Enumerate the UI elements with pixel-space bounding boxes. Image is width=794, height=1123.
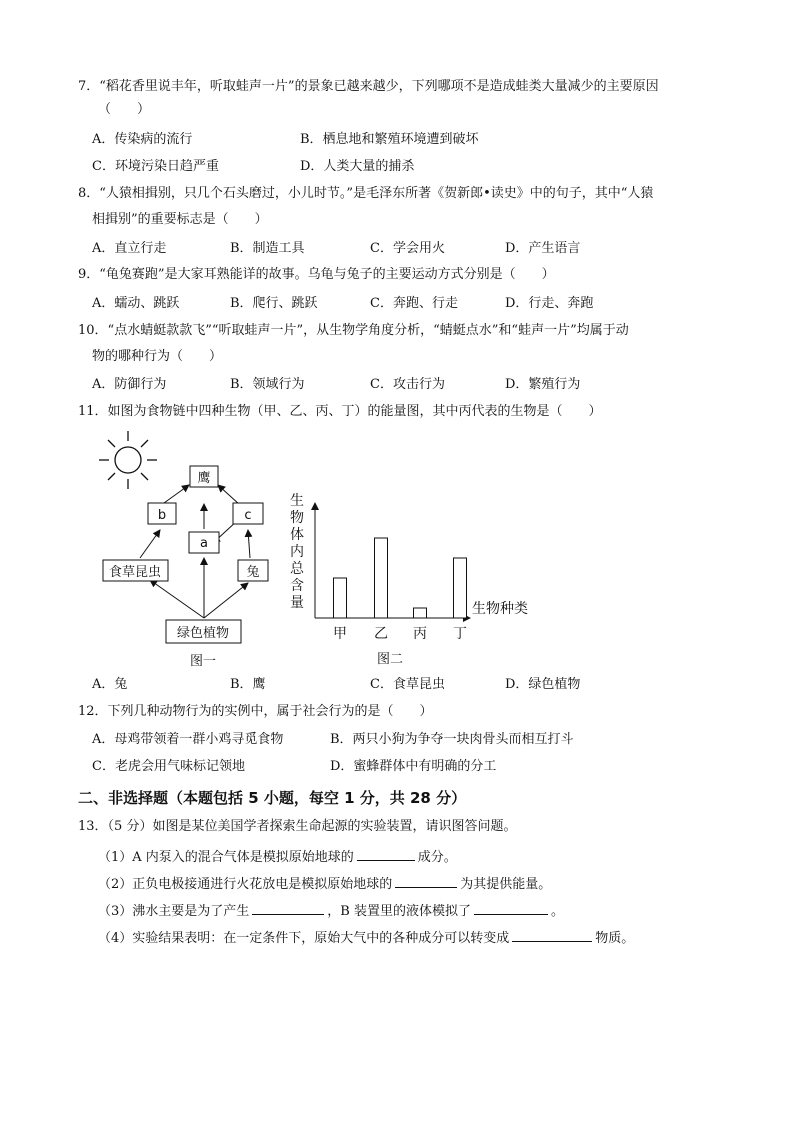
y-axis-label-char-2: 体 <box>290 527 304 543</box>
node-c: c <box>244 508 252 523</box>
q12-stem: 12．下列几种动物行为的实例中，属于社会行为的是（ ） <box>78 704 433 719</box>
q8-option-c: C．学会用火 <box>370 241 445 256</box>
q13-part1 <box>98 847 457 867</box>
q11-stem: 11．如图为食物链中四种生物（甲、乙、丙、丁）的能量图，其中丙代表的生物是（ ） <box>78 404 602 419</box>
q13-blank-3[interactable] <box>252 901 324 915</box>
q8-option-b: B．制造工具 <box>230 241 305 256</box>
x-tick-label-2: 丙 <box>413 626 427 642</box>
node-hawk: 鹰 <box>197 471 211 486</box>
x-tick-label-3: 丁 <box>453 626 467 642</box>
q12-option-b: B．两只小狗为争夺一块肉骨头而相互打斗 <box>330 732 574 747</box>
q13-part2-text-b: 为其提供能量。 <box>460 877 552 892</box>
q13-part2 <box>98 874 551 894</box>
q7-stem: 7．“稻花香里说丰年，听取蛙声一片”的景象已越来越少，下列哪项不是造成蛙类大量减少的主要原因 <box>78 79 659 94</box>
node-b: b <box>157 508 167 523</box>
node-insect: 食草昆虫 <box>108 565 162 580</box>
q11-option-c: C．食草昆虫 <box>370 677 445 692</box>
x-tick-label-1: 乙 <box>374 626 388 642</box>
q13-part3 <box>98 901 564 921</box>
q8-stem-line1: 8．“人猿相揖别，只几个石头磨过，小儿时节。”是毛泽东所著《贺新郎•读史》中的句子，其中“人猿 <box>78 186 654 201</box>
q13-part1-text-a: （1）A 内泵入的混合气体是模拟原始地球的 <box>98 850 354 865</box>
q9-option-d: D．行走、奔跑 <box>505 296 594 311</box>
bar-2 <box>414 608 427 618</box>
y-axis-label-char-1: 物 <box>290 510 304 526</box>
q12-option-c: C．老虎会用气味标记领地 <box>92 759 245 774</box>
y-axis-label <box>290 492 305 611</box>
q13-blank-2[interactable] <box>395 874 457 888</box>
q11-option-b: B．鹰 <box>230 677 266 692</box>
bar-1 <box>375 538 388 618</box>
q7-option-a: A．传染病的流行 <box>92 132 193 147</box>
q13-blank-4[interactable] <box>474 901 548 915</box>
node-plant: 绿色植物 <box>176 626 230 641</box>
q9-stem: 9．“龟兔赛跑”是大家耳熟能详的故事。乌龟与兔子的主要运动方式分别是（ ） <box>78 267 555 282</box>
node-a: a <box>200 536 208 551</box>
q10-option-c: C．攻击行为 <box>370 377 445 392</box>
q11-option-a: A．兔 <box>92 677 128 692</box>
y-axis-label-char-3: 内 <box>290 544 304 560</box>
q13-part3-text-b: ，B 装置里的液体模拟了 <box>327 904 471 919</box>
section2-title: 二、非选择题（本题包括 5 小题，每空 1 分，共 28 分） <box>78 789 467 807</box>
y-axis-label-char-6: 量 <box>290 595 304 611</box>
q13-blank-1[interactable] <box>357 847 415 861</box>
q10-option-d: D．繁殖行为 <box>505 377 581 392</box>
q10-option-a: A．防御行为 <box>92 377 167 392</box>
q13-intro: 13．（5 分）如图是某位美国学者探索生命起源的实验装置，请识图答问题。 <box>78 819 517 834</box>
q13-part3-text-c: 。 <box>550 904 564 919</box>
q13-part2-text-a: （2）正负电极接通进行火花放电是模拟原始地球的 <box>98 877 393 892</box>
q10-option-b: B．领域行为 <box>230 377 305 392</box>
q12-option-a: A．母鸡带领着一群小鸡寻觅食物 <box>92 732 284 747</box>
q13-part4-text-b: 物质。 <box>595 931 635 946</box>
figure1-caption: 图一 <box>189 654 217 669</box>
q7-option-c: C．环境污染日趋严重 <box>92 159 219 174</box>
q11-option-d: D．绿色植物 <box>505 677 581 692</box>
sun-icon <box>99 431 157 489</box>
q9-option-c: C．奔跑、行走 <box>370 296 458 311</box>
q10-stem-line1: 10．“点水蜻蜓款款飞”“听取蛙声一片”，从生物学角度分析，“蜻蜓点水”和“蛙声一片”均属于动 <box>78 323 629 338</box>
q10-stem-line2: 物的哪种行为（ ） <box>92 349 223 364</box>
q9-option-a: A．蠕动、跳跃 <box>92 296 180 311</box>
q12-option-d: D．蜜蜂群体中有明确的分工 <box>330 759 497 774</box>
x-tick-label-0: 甲 <box>333 626 347 642</box>
q13-part4 <box>98 928 634 948</box>
q13-part4-text-a: （4）实验结果表明：在一定条件下，原始大气中的各种成分可以转变成 <box>98 931 510 946</box>
y-axis-label-char-0: 生 <box>290 493 304 509</box>
food-web-figure <box>90 425 280 670</box>
q8-option-d: D．产生语言 <box>505 241 581 256</box>
q8-stem-line2: 相揖别”的重要标志是（ ） <box>92 212 268 227</box>
q7-option-d: D．人类大量的捕杀 <box>300 159 415 174</box>
q13-part3-text-a: （3）沸水主要是为了产生 <box>98 904 250 919</box>
y-axis-label-char-4: 总 <box>290 561 304 577</box>
q7-answer-paren: （ ） <box>98 102 151 117</box>
x-axis-label: 生物种类 <box>472 601 528 617</box>
q7-option-b: B．栖息地和繁殖环境遭到破坏 <box>300 132 479 147</box>
y-axis-label-char-5: 含 <box>290 578 304 594</box>
bar-0 <box>334 578 347 618</box>
q13-part1-text-b: 成分。 <box>417 850 457 865</box>
bar-3 <box>454 558 467 618</box>
figure2-caption: 图二 <box>376 652 404 667</box>
q9-option-b: B．爬行、跳跃 <box>230 296 318 311</box>
node-rabbit: 兔 <box>246 565 260 580</box>
q13-blank-5[interactable] <box>512 928 592 942</box>
energy-bar-chart <box>285 485 535 670</box>
q8-option-a: A．直立行走 <box>92 241 167 256</box>
